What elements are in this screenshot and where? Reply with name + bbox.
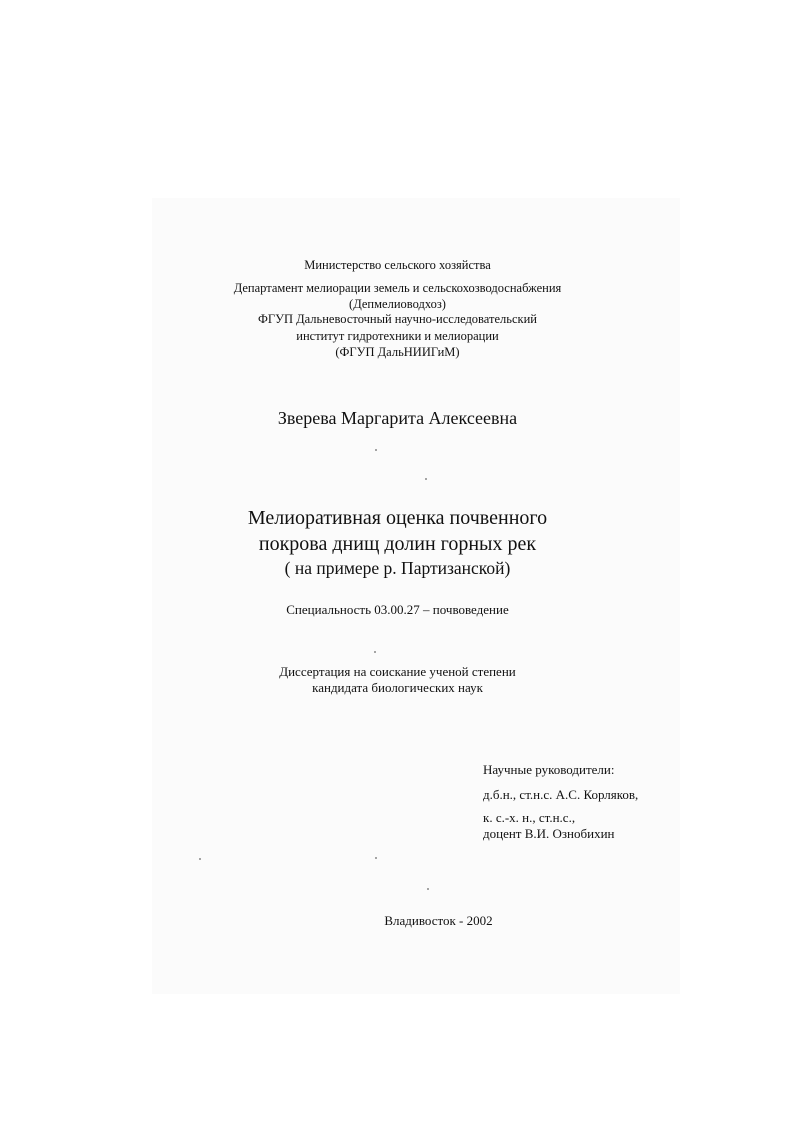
supervisor-second-line1: к. с.-х. н., ст.н.с.,	[483, 810, 576, 825]
degree-line2: кандидата биологических наук	[312, 680, 483, 695]
supervisor-first: д.б.н., ст.н.с. А.С. Корляков,	[483, 787, 639, 802]
department-name: Департамент мелиорации земель и сельскохозводоснабжения	[233, 281, 562, 295]
scan-speck	[425, 478, 427, 480]
scan-speck	[374, 651, 376, 653]
supervisor-second-line2: доцент В.И. Ознобихин	[483, 826, 615, 841]
title-line1: Мелиоративная оценка почвенного	[247, 507, 548, 529]
institute-name-line2: институт гидротехники и мелиорации	[296, 329, 499, 343]
institute-name-line1: ФГУП Дальневосточный научно-исследовательский	[258, 312, 537, 326]
specialty: Специальность 03.00.27 – почвоведение	[286, 602, 509, 617]
place-and-year: Владивосток - 2002	[384, 913, 493, 928]
degree-line1: Диссертация на соискание ученой степени	[279, 664, 516, 679]
institute-abbreviation: (ФГУП ДальНИИГиМ)	[335, 345, 460, 359]
scan-speck	[199, 858, 201, 860]
supervisors-heading: Научные руководители:	[483, 762, 615, 777]
scan-speck	[375, 857, 377, 859]
ministry-name: Министерство сельского хозяйства	[304, 258, 491, 272]
title-line3: ( на примере р. Партизанской)	[284, 558, 511, 578]
title-line2: покрова днищ долин горных рек	[258, 533, 537, 555]
author-name: Зверева Маргарита Алексеевна	[277, 408, 518, 428]
scan-speck	[427, 888, 429, 890]
department-abbreviation: (Депмелиоводхоз)	[349, 297, 446, 311]
scan-speck	[375, 449, 377, 451]
